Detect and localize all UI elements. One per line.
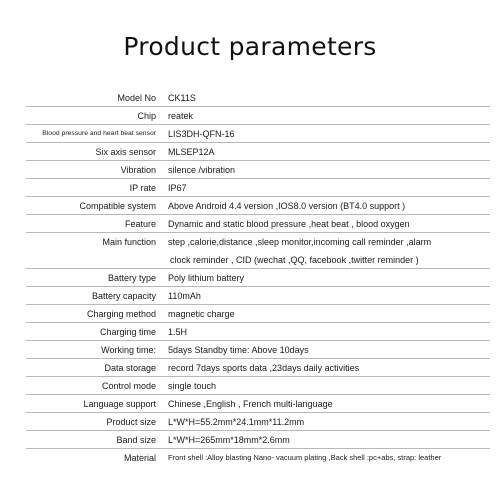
param-value: MLSEP12A	[168, 147, 215, 157]
param-value: Dynamic and static blood pressure ,heat beat , blood oxygen	[168, 219, 410, 229]
param-value: 5days Standby time: Above 10days	[168, 345, 309, 355]
param-label: Charging method	[86, 309, 156, 319]
param-value: Above Android 4.4 version ,IOS8.0 version (BT4.0 support )	[168, 201, 406, 211]
param-row-six-axis	[0, 143, 500, 161]
param-row-charging-method	[0, 305, 500, 323]
param-row-material	[0, 449, 500, 467]
param-label: Compatible system	[79, 201, 156, 211]
param-row-compatible-system	[0, 197, 500, 215]
param-value: 1.5H	[168, 327, 188, 337]
param-value: Front shell :Alloy blasting Nano- vacuum plating ,Back shell :pc+abs, strap: leather	[168, 453, 442, 462]
param-value: Poly lithium battery	[168, 273, 245, 283]
param-label: Data storage	[104, 363, 156, 373]
param-label: Charging time	[99, 327, 156, 337]
param-value-line-1: step ,calorie,distance ,sleep monitor,incoming call reminder ,alarm	[168, 237, 432, 247]
param-row-data-storage	[0, 359, 500, 377]
param-value: IP67	[168, 183, 187, 193]
param-label: Working time:	[101, 345, 156, 355]
param-label: Control mode	[101, 381, 156, 391]
param-label: Vibration	[120, 165, 156, 175]
param-label: Six axis sensor	[95, 147, 156, 157]
param-value: 110mAh	[168, 291, 201, 301]
param-label: Model No	[117, 93, 156, 103]
param-row-vibration	[0, 161, 500, 179]
param-row-charging-time	[0, 323, 500, 341]
param-label: Chip	[137, 111, 156, 121]
param-value: record 7days sports data ,23days daily activities	[168, 363, 360, 373]
param-value: single touch	[168, 381, 217, 391]
param-label: Battery capacity	[91, 291, 156, 301]
param-value: L*W*H=265mm*18mm*2.6mm	[168, 435, 290, 445]
param-label: Product size	[106, 417, 156, 427]
param-row-battery-type	[0, 269, 500, 287]
param-row-ip-rate	[0, 179, 500, 197]
param-label: Band size	[116, 435, 156, 445]
param-row-product-size	[0, 413, 500, 431]
param-label: Material	[123, 453, 156, 463]
param-row-control-mode	[0, 377, 500, 395]
param-row-feature	[0, 215, 500, 233]
param-label: Main function	[102, 237, 156, 247]
param-value: L*W*H=55.2mm*24.1mm*11.2mm	[168, 417, 305, 427]
param-row-language-support	[0, 395, 500, 413]
param-label: Language support	[83, 399, 156, 409]
page-title: Product parameters	[123, 32, 377, 61]
param-value: magnetic charge	[168, 309, 235, 319]
param-value: reatek	[168, 111, 194, 121]
param-row-chip	[0, 107, 500, 125]
param-row-battery-capacity	[0, 287, 500, 305]
param-value: CK11S	[168, 93, 196, 103]
param-row-working-time	[0, 341, 500, 359]
param-label: Battery type	[107, 273, 156, 283]
param-value: LIS3DH-QFN-16	[168, 129, 235, 139]
param-value: silence /vibration	[168, 165, 236, 175]
param-label: Blood pressure and heart beat sensor	[42, 130, 156, 137]
param-label: IP rate	[129, 183, 156, 193]
param-row-band-size	[0, 431, 500, 449]
param-value-line-2: clock reminder , CID (wechat ,QQ, facebook ,twitter reminder )	[170, 255, 419, 265]
parameters-table	[0, 89, 500, 467]
param-row-model-no	[0, 89, 500, 107]
param-value: Chinese ,English , French multi-language	[168, 399, 333, 409]
param-row-main-function	[0, 233, 500, 269]
param-value	[168, 233, 494, 269]
param-label: Feature	[124, 219, 156, 229]
param-row-bp-sensor	[0, 125, 500, 143]
